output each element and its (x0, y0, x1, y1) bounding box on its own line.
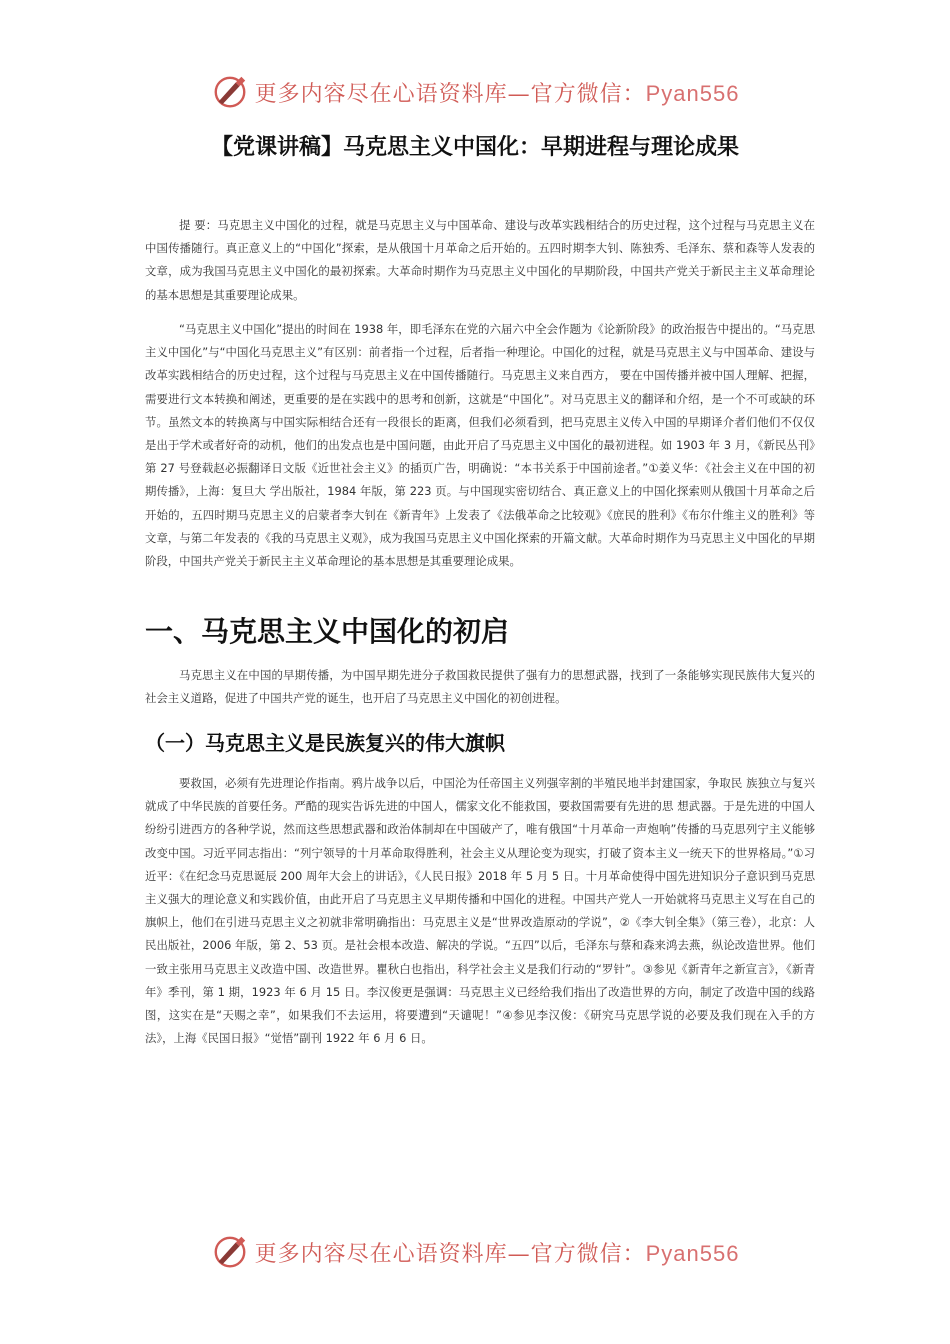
section-paragraph: 马克思主义在中国的早期传播，为中国早期先进分子救国救民提供了强有力的思想武器，找到了一条能够实现民族伟大复兴的社会主义道路，促进了中国共产党的诞生，也开启了马克思主义中国化的初创进程。 (145, 668, 815, 706)
watermark-wechat: Pyan556 (645, 1240, 740, 1266)
section-heading: 一、马克思主义中国化的初启 (145, 615, 510, 648)
pen-logo-icon (211, 1233, 249, 1271)
subsection-paragraph: 要救国，必须有先进理论作指南。鸦片战争以后，中国沦为任帝国主义列强宰割的半殖民地半封建国家，争取民 族独立与复兴就成了中华民族的首要任务。严酷的现实告诉先进的中国人，儒家文化不能救国，要救国需要有先进的思 想武器。于是先进的中国人纷纷引进西方的各种学说，然而这些思想武器和政治体制却在中国破产了，唯有俄国“十月革命一声炮响”传播的马克思列宁主义能够改变中国。习近平同志指出：“列宁领导的十月革命取得胜利，社会主义从理论变为现实，打破了资本主义一统天下的世界格局。”①习近平：《在纪念马克思诞辰 200 周年大会上的讲话》，《人民日报》2018 年 5 月 5 日。十月革命使得中国先进知识分子意识到马克思主义强大的理论意义和实践价值，由此开启了马克思主义早期传播和中国化的进程。中国共产党人一开始就将马克思主义写在自己的旗帜上，他们在引进马克思主义之初就非常明确指出：马克思主义是“世界改造原动的学说”，②《李大钊全集》（第三卷），北京：人民出版社，2006 年版，第 2、53 页。是社会根本改造、解决的学说。“五四”以后，毛泽东与蔡和森来鸿去燕，纵论改造世界。他们一致主张用马克思主义改造中国、改造世界。瞿秋白也指出，科学社会主义是我们行动的“罗针”。③参见《新青年之新宣言》，《新青年》季刊，第 1 期，1923 年 6 月 15 日。李汉俊更是强调：马克思主义已经给我们指出了改造世界的方向，制定了改造中国的线路图，这实在是“天赐之幸”，如果我们不去运用，将要遭到“天谴呢！”④参见李汉俊：《研究马克思学说的必要及我们现在入手的方法》，上海《民国日报》“觉悟”副刊 1922 年 6 月 6 日。 (145, 776, 815, 1046)
watermark-top (0, 72, 950, 112)
document-title: 【党课讲稿】马克思主义中国化：早期进程与理论成果 (210, 135, 739, 160)
pen-logo-icon (211, 73, 249, 111)
watermark-wechat: Pyan556 (645, 80, 740, 106)
intro-paragraph: “马克思主义中国化”提出的时间在 1938 年，即毛泽东在党的六届六中全会作题为《论新阶段》的政治报告中提出的。“马克思主义中国化”与“中国化马克思主义”有区别：前者指一个过程，后者指一种理论。中国化的过程，就是马克思主义与中国革命、建设与改革实践相结合的历史过程，这个过程与马克思主义在中国传播随行。马克思主义来自西方， 要在中国传播并被中国人理解、把握，需要进行文本转换和阐述，更重要的是在实践中的思考和创新，这就是“中国化”。对马克思主义的翻译和介绍，是一个不可或缺的环节。虽然文本的转换离与中国实际相结合还有一段很长的距离，但我们必须看到，把马克思主义传入中国的早期译介者们他们不仅仅是出于学术或者好奇的动机，他们的出发点也是中国问题，由此开启了马克思主义中国化的最初进程。如 1903 年 3 月，《新民丛刊》第 27 号登载赵必振翻译日文版《近世社会主义》的插页广告，明确说：“本书关系于中国前途者。”①姜义华：《社会主义在中国的初期传播》，上海：复旦大 学出版社，1984 年版，第 223 页。与中国现实密切结合、真正意义上的中国化探索则从俄国十月革命之后开始的，五四时期马克思主义的启蒙者李大钊在《新青年》上发表了《法俄革命之比较观》《庶民的胜利》《布尔什维主义的胜利》等文章，与第二年发表的《我的马克思主义观》，成为我国马克思主义中国化探索的开篇文献。大革命时期作为马克思主义中国化的早期阶段，中国共产党关于新民主主义革命理论的基本思想是其重要理论成果。 (145, 322, 815, 569)
watermark-text: 更多内容尽在心语资料库—官方微信：Pyan556 (254, 1240, 740, 1267)
watermark-bottom (0, 1232, 950, 1272)
subsection-heading: （一）马克思主义是民族复兴的伟大旗帜 (145, 731, 505, 755)
watermark-text: 更多内容尽在心语资料库—官方微信：Pyan556 (254, 80, 740, 107)
abstract-paragraph: 提 要：马克思主义中国化的过程，就是马克思主义与中国革命、建设与改革实践相结合的历史过程，这个过程与马克思主义在中国传播随行。真正意义上的“中国化”探索，是从俄国十月革命之后开始的。五四时期李大钊、陈独秀、毛泽东、蔡和森等人发表的文章，成为我国马克思主义中国化的最初探索。大革命时期作为马克思主义中国化的早期阶段，中国共产党关于新民主主义革命理论的基本思想是其重要理论成果。 (145, 218, 815, 302)
